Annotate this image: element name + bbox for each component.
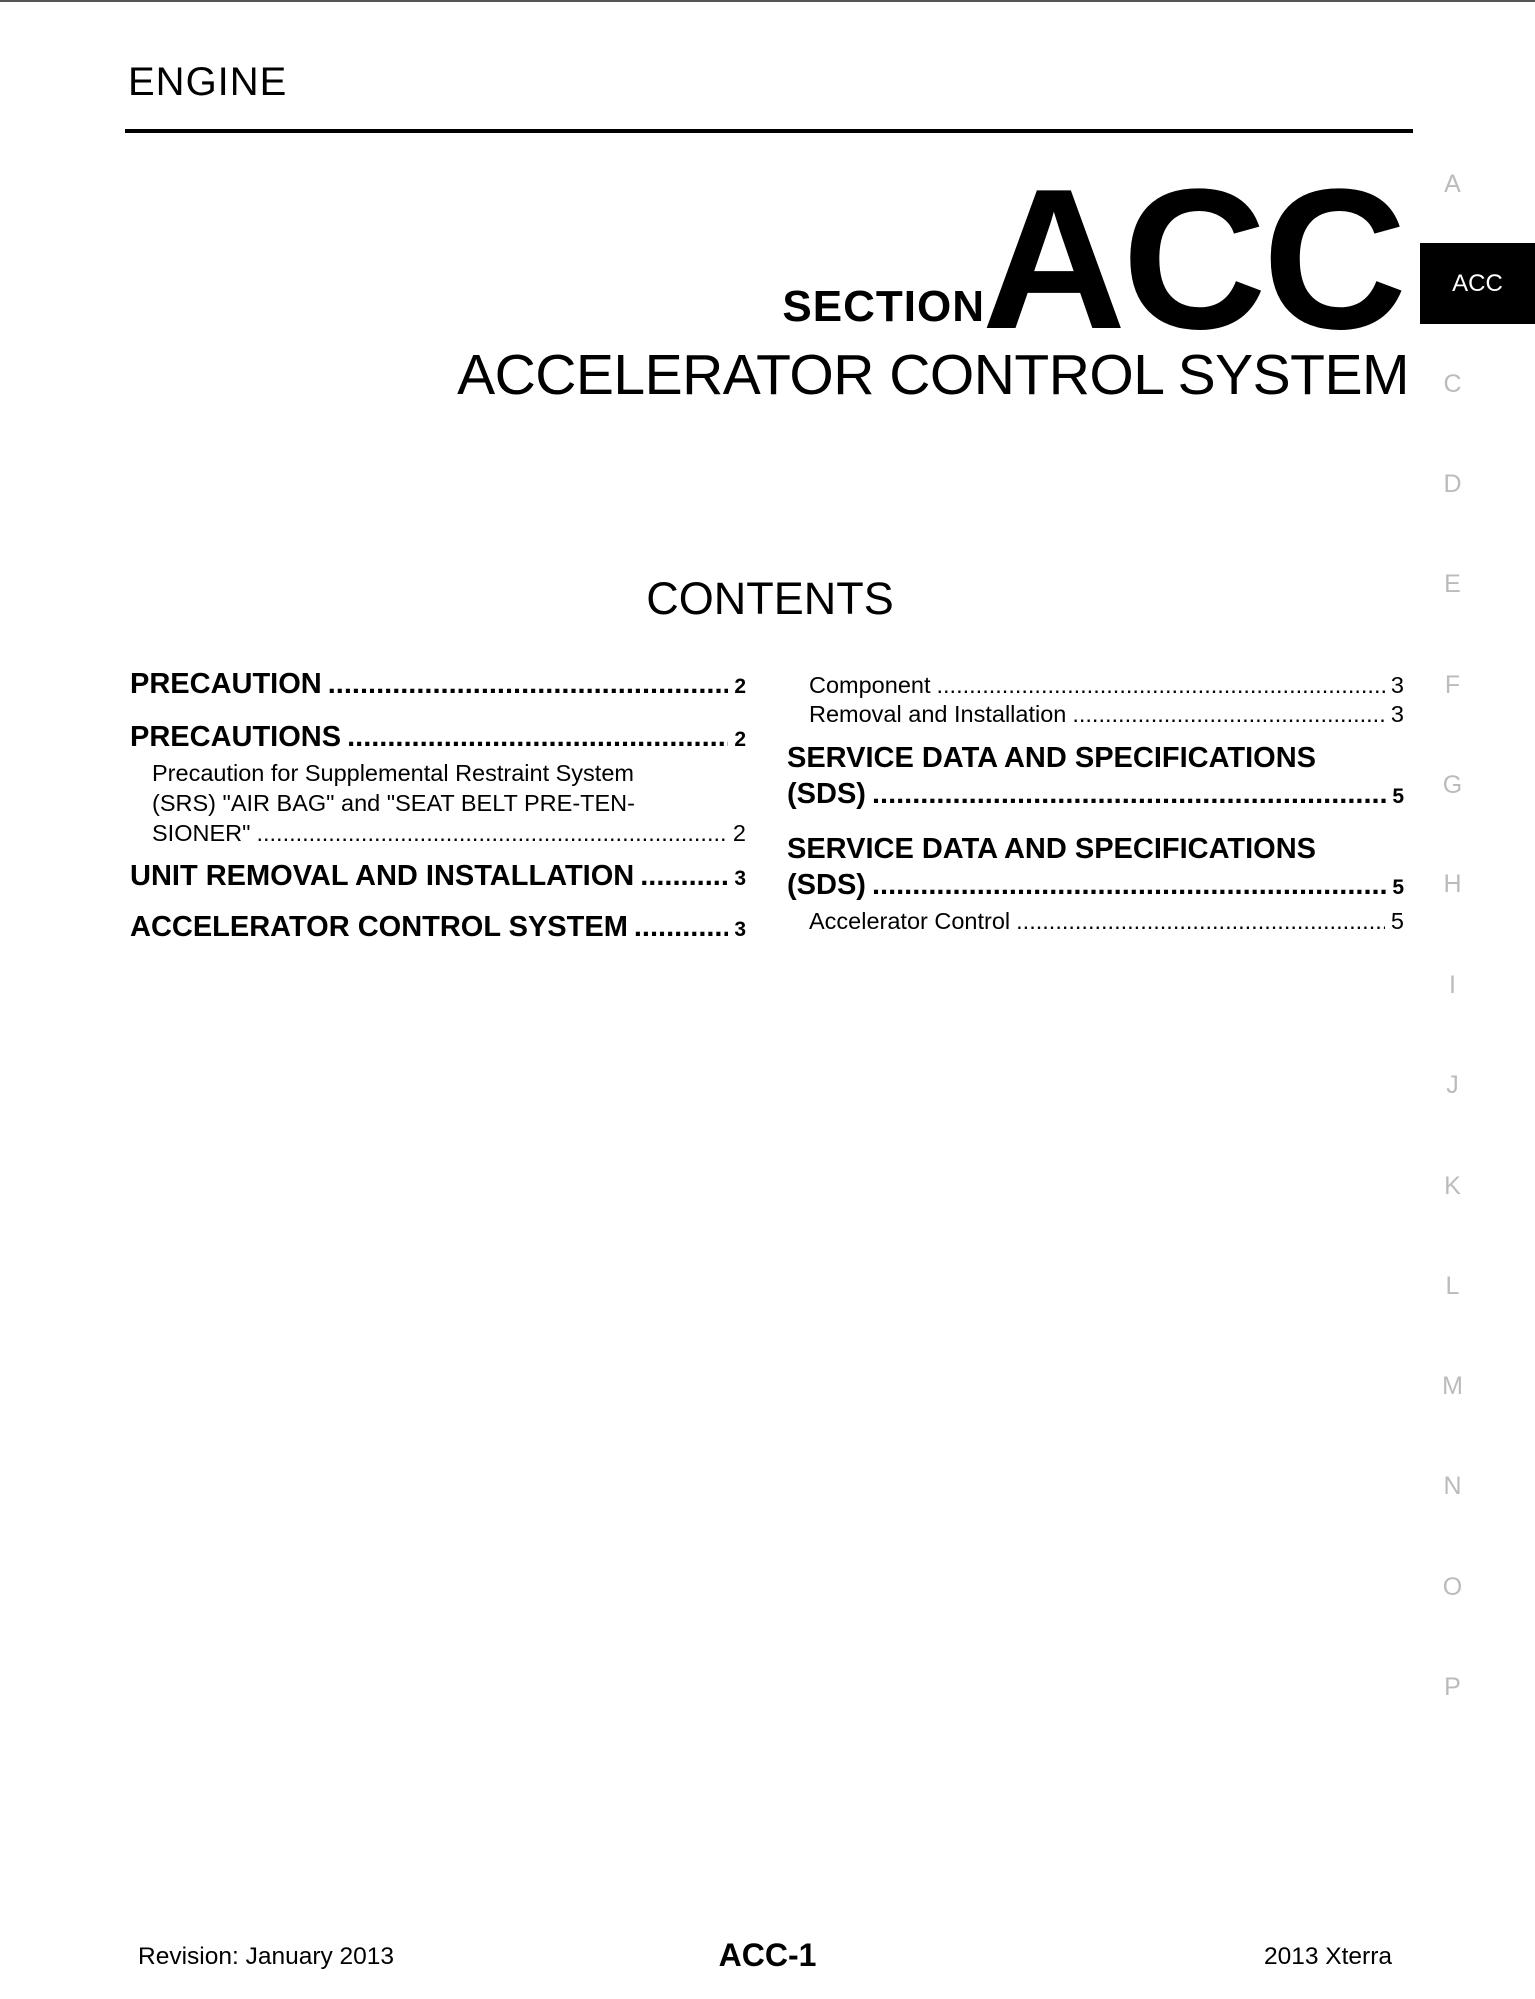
toc-label: PRECAUTIONS	[130, 721, 342, 753]
toc-leader	[256, 818, 726, 848]
toc-label-line: (SDS)	[787, 869, 866, 901]
category-header: ENGINE	[128, 60, 288, 104]
index-tab-o[interactable]: O	[1442, 1573, 1463, 1601]
toc-item-precautions[interactable]	[130, 721, 746, 754]
toc-leader	[872, 867, 1386, 903]
toc-label: PRECAUTION	[130, 668, 322, 700]
top-border	[0, 0, 1535, 2]
toc-item-precaution[interactable]	[130, 668, 746, 701]
toc-label: Removal and Installation	[809, 701, 1067, 727]
section-label: SECTION	[782, 282, 985, 331]
toc-page: 5	[1392, 785, 1404, 808]
footer-page-id: ACC-1	[718, 1937, 817, 1973]
index-tab-i[interactable]: I	[1449, 971, 1456, 999]
toc-label: Accelerator Control	[809, 908, 1011, 934]
contents-heading: CONTENTS	[646, 573, 894, 624]
toc-label: ACCELERATOR CONTROL SYSTEM	[130, 911, 628, 943]
toc-item-removal-installation[interactable]	[809, 701, 1404, 728]
toc-label-line: (SRS) "AIR BAG" and "SEAT BELT PRE-TEN-	[152, 790, 635, 816]
index-tab-h[interactable]: H	[1443, 870, 1462, 898]
index-tab-l[interactable]: L	[1445, 1272, 1460, 1300]
toc-page: 3	[1390, 672, 1404, 698]
index-tab-acc-active[interactable]: ACC	[1420, 243, 1535, 324]
toc-item-accelerator-control[interactable]	[809, 908, 1404, 935]
toc-leader	[1016, 908, 1385, 935]
toc-page: 3	[1390, 701, 1404, 727]
index-tab-g[interactable]: G	[1442, 771, 1463, 799]
toc-label-line: (SDS)	[787, 778, 866, 810]
footer-revision: Revision: January 2013	[138, 1943, 395, 1970]
toc-item-unit-removal[interactable]	[130, 860, 746, 893]
index-tab-p[interactable]: P	[1444, 1673, 1461, 1701]
footer-model: 2013 Xterra	[1263, 1943, 1392, 1970]
index-tab-d[interactable]: D	[1443, 470, 1462, 498]
toc-left-column	[130, 668, 746, 944]
index-tab-j[interactable]: J	[1446, 1071, 1459, 1099]
toc-item-srs-precaution[interactable]	[152, 758, 746, 848]
toc-page: 3	[734, 918, 746, 941]
toc-item-sds-2[interactable]	[787, 831, 1404, 906]
header-divider	[125, 129, 1413, 133]
toc-label-line: SERVICE DATA AND SPECIFICATIONS	[787, 833, 1317, 865]
toc-label: Component	[809, 672, 931, 698]
toc-page: 2	[732, 820, 746, 846]
toc-item-sds-1[interactable]	[787, 740, 1404, 815]
toc-leader	[328, 668, 729, 701]
index-tab-m[interactable]: M	[1442, 1372, 1463, 1400]
toc-leader	[937, 672, 1385, 699]
toc-item-accelerator-control-system[interactable]	[130, 911, 746, 944]
toc-leader	[872, 776, 1386, 812]
toc-label: UNIT REMOVAL AND INSTALLATION	[130, 860, 635, 892]
index-tab-e[interactable]: E	[1444, 570, 1461, 598]
index-tab-a[interactable]: A	[1444, 170, 1461, 198]
toc-leader	[347, 721, 728, 754]
toc-leader	[634, 911, 728, 944]
section-index-sidebar	[1420, 0, 1535, 1999]
index-tab-c[interactable]: C	[1443, 370, 1462, 398]
toc-page: 2	[734, 675, 746, 698]
toc-page: 5	[1390, 908, 1404, 934]
section-title: ACCELERATOR CONTROL SYSTEM	[457, 343, 1409, 407]
index-tab-f[interactable]: F	[1444, 671, 1461, 699]
toc-item-component[interactable]	[809, 672, 1404, 699]
toc-page: 2	[734, 728, 746, 751]
toc-label-line: SIONER"	[152, 820, 251, 846]
index-tab-k[interactable]: K	[1444, 1172, 1461, 1200]
toc-right-column	[787, 672, 1404, 935]
toc-leader	[1072, 701, 1385, 728]
index-tab-n[interactable]: N	[1443, 1472, 1462, 1500]
section-code: ACC	[981, 148, 1403, 371]
toc-page: 3	[734, 867, 746, 890]
toc-label-line: SERVICE DATA AND SPECIFICATIONS	[787, 742, 1317, 774]
toc-label-line: Precaution for Supplemental Restraint System	[152, 760, 634, 786]
toc-leader	[640, 860, 728, 893]
toc-page: 5	[1392, 876, 1404, 899]
